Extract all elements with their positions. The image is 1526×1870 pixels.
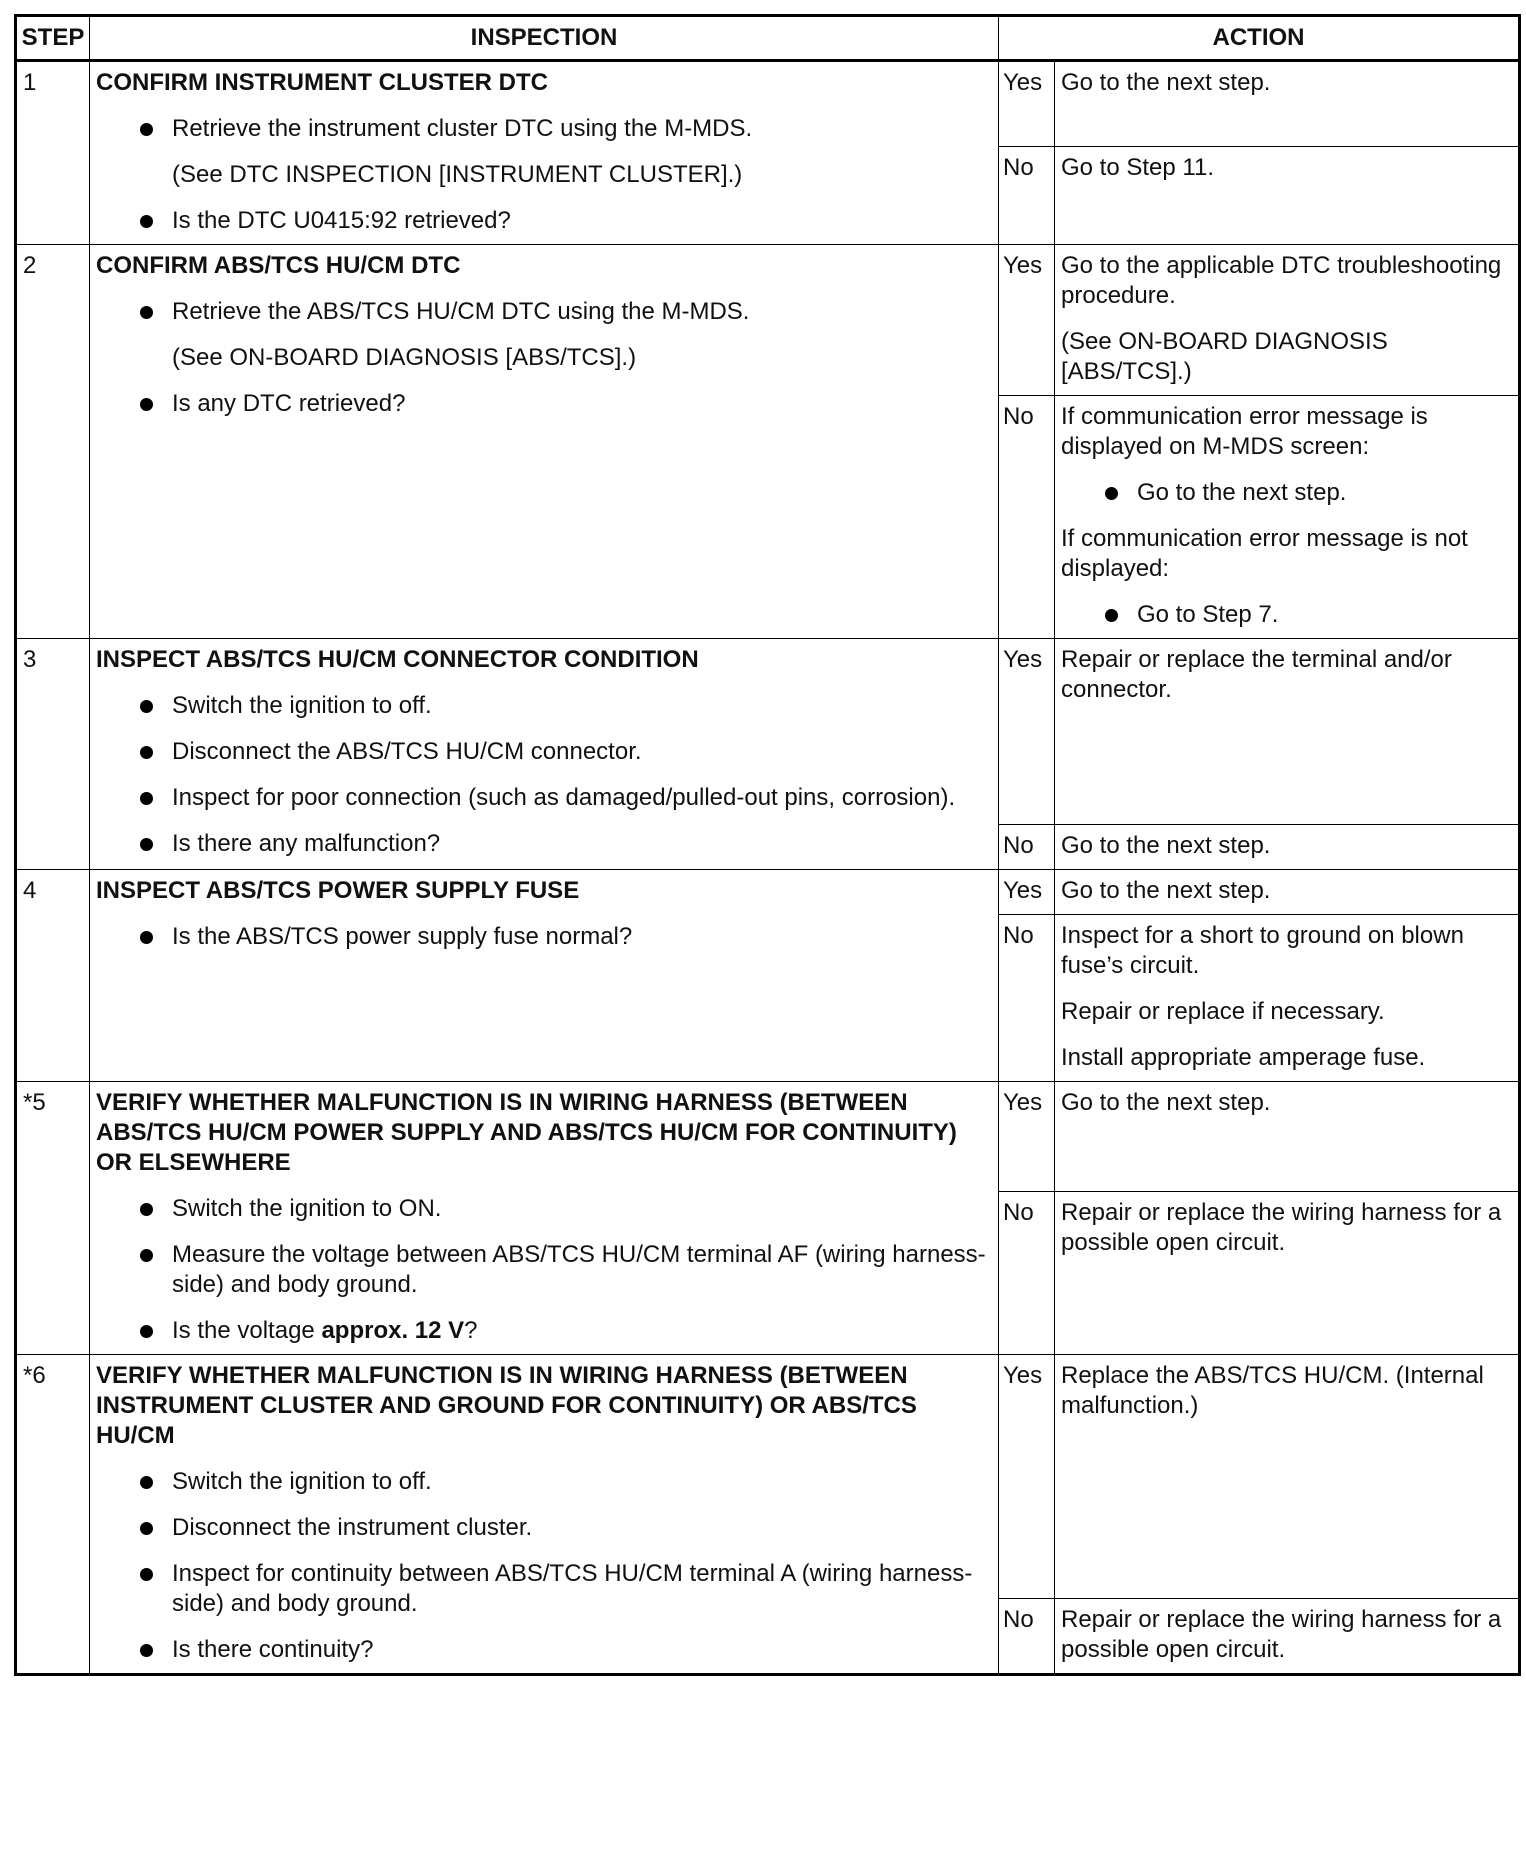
yes-action: Go to the applicable DTC troubleshooting procedure. (See ON-BOARD DIAGNOSIS [ABS/TCS].) <box>1055 245 1520 396</box>
bullet-icon <box>140 1522 153 1535</box>
yes-label: Yes <box>999 1355 1055 1599</box>
bullet-icon <box>140 1325 153 1338</box>
step-1-yes-row <box>16 61 1520 147</box>
no-label: No <box>999 147 1055 245</box>
step-inspection <box>90 1355 999 1675</box>
bullet-icon <box>140 123 153 136</box>
step-inspection <box>90 870 999 1082</box>
inspection-item: Inspect for continuity between ABS/TCS HU/CM terminal A (wiring harness-side) and body ground. <box>96 1559 992 1619</box>
inspection-item: Retrieve the ABS/TCS HU/CM DTC using the M-MDS. <box>96 297 992 327</box>
bullet-icon <box>140 792 153 805</box>
step-number: 4 <box>16 870 90 1082</box>
no-action: Inspect for a short to ground on blown fuse’s circuit. Repair or replace if necessary. Install appropriate amperage fuse. <box>1055 915 1520 1082</box>
inspection-item: Is the voltage approx. 12 V? <box>96 1316 992 1346</box>
bullet-icon <box>140 1203 153 1216</box>
no-action: Repair or replace the wiring harness for a possible open circuit. <box>1055 1599 1520 1675</box>
step-inspection <box>90 61 999 245</box>
no-label: No <box>999 825 1055 870</box>
inspection-item: Disconnect the ABS/TCS HU/CM connector. <box>96 737 992 767</box>
inspection-item: Switch the ignition to off. <box>96 1467 992 1497</box>
yes-action: Go to the next step. <box>1055 61 1520 147</box>
step-title: CONFIRM INSTRUMENT CLUSTER DTC <box>96 69 548 96</box>
inspection-item: Switch the ignition to off. <box>96 691 992 721</box>
yes-label: Yes <box>999 1082 1055 1192</box>
inspection-item: Is the DTC U0415:92 retrieved? <box>96 206 992 236</box>
no-label: No <box>999 1192 1055 1355</box>
step-inspection <box>90 245 999 639</box>
bullet-icon <box>140 838 153 851</box>
action-item: Go to the next step. <box>1061 478 1512 508</box>
inspection-item: Is there any malfunction? <box>96 829 992 859</box>
step-title: INSPECT ABS/TCS POWER SUPPLY FUSE <box>96 877 580 904</box>
bullet-icon <box>140 215 153 228</box>
yes-action: Replace the ABS/TCS HU/CM. (Internal malfunction.) <box>1055 1355 1520 1599</box>
troubleshooting-table <box>14 14 1521 1676</box>
no-action: Go to Step 11. <box>1055 147 1520 245</box>
no-action: If communication error message is displayed on M-MDS screen: Go to the next step. If communication error message is not displayed: Go to Step 7. <box>1055 396 1520 639</box>
no-action: Go to the next step. <box>1055 825 1520 870</box>
no-action: Repair or replace the wiring harness for a possible open circuit. <box>1055 1192 1520 1355</box>
step-number: 1 <box>16 61 90 245</box>
no-label: No <box>999 1599 1055 1675</box>
inspection-item: Is the ABS/TCS power supply fuse normal? <box>96 922 992 952</box>
bullet-icon <box>1105 487 1118 500</box>
inspection-item: Retrieve the instrument cluster DTC using the M-MDS. <box>96 114 992 144</box>
step-3-yes-row <box>16 639 1520 825</box>
step-2-yes-row <box>16 245 1520 396</box>
inspection-item: Disconnect the instrument cluster. <box>96 1513 992 1543</box>
step-title: VERIFY WHETHER MALFUNCTION IS IN WIRING HARNESS (BETWEEN ABS/TCS HU/CM POWER SUPPLY AND ABS/TCS HU/CM FOR CONTINUITY) OR ELSEWHERE <box>96 1089 957 1176</box>
step-5-yes-row <box>16 1082 1520 1192</box>
no-label: No <box>999 396 1055 639</box>
yes-action: Go to the next step. <box>1055 870 1520 915</box>
inspection-reference: (See ON-BOARD DIAGNOSIS [ABS/TCS].) <box>172 344 637 371</box>
yes-label: Yes <box>999 870 1055 915</box>
yes-label: Yes <box>999 639 1055 825</box>
troubleshooting-page <box>14 14 1518 1676</box>
bullet-icon <box>1105 609 1118 622</box>
inspection-item: Switch the ignition to ON. <box>96 1194 992 1224</box>
bullet-icon <box>140 1249 153 1262</box>
voltage-value: approx. 12 V <box>321 1317 465 1344</box>
yes-action: Repair or replace the terminal and/or connector. <box>1055 639 1520 825</box>
step-number: *5 <box>16 1082 90 1355</box>
yes-action: Go to the next step. <box>1055 1082 1520 1192</box>
inspection-item: Measure the voltage between ABS/TCS HU/CM terminal AF (wiring harness-side) and body ground. <box>96 1240 992 1300</box>
step-4-yes-row <box>16 870 1520 915</box>
step-6-yes-row <box>16 1355 1520 1599</box>
bullet-icon <box>140 746 153 759</box>
step-title: CONFIRM ABS/TCS HU/CM DTC <box>96 252 461 279</box>
no-label: No <box>999 915 1055 1082</box>
step-number: *6 <box>16 1355 90 1675</box>
table-header-row <box>16 16 1520 61</box>
bullet-icon <box>140 306 153 319</box>
action-item: Go to Step 7. <box>1061 600 1512 630</box>
step-title: INSPECT ABS/TCS HU/CM CONNECTOR CONDITION <box>96 646 699 673</box>
bullet-icon <box>140 1476 153 1489</box>
action-column-header: ACTION <box>999 16 1520 61</box>
step-column-header: STEP <box>16 16 90 61</box>
bullet-icon <box>140 1644 153 1657</box>
step-number: 2 <box>16 245 90 639</box>
inspection-column-header: INSPECTION <box>90 16 999 61</box>
inspection-item: Is there continuity? <box>96 1635 992 1665</box>
step-inspection <box>90 639 999 870</box>
bullet-icon <box>140 700 153 713</box>
inspection-reference: (See DTC INSPECTION [INSTRUMENT CLUSTER].) <box>172 161 743 188</box>
inspection-item: Is any DTC retrieved? <box>96 389 992 419</box>
inspection-item: Inspect for poor connection (such as damaged/pulled-out pins, corrosion). <box>96 783 992 813</box>
bullet-icon <box>140 931 153 944</box>
bullet-icon <box>140 1568 153 1581</box>
bullet-icon <box>140 398 153 411</box>
step-inspection <box>90 1082 999 1355</box>
step-title: VERIFY WHETHER MALFUNCTION IS IN WIRING HARNESS (BETWEEN INSTRUMENT CLUSTER AND GROUND FOR CONTINUITY) OR ABS/TCS HU/CM <box>96 1362 917 1449</box>
yes-label: Yes <box>999 61 1055 147</box>
step-number: 3 <box>16 639 90 870</box>
yes-label: Yes <box>999 245 1055 396</box>
